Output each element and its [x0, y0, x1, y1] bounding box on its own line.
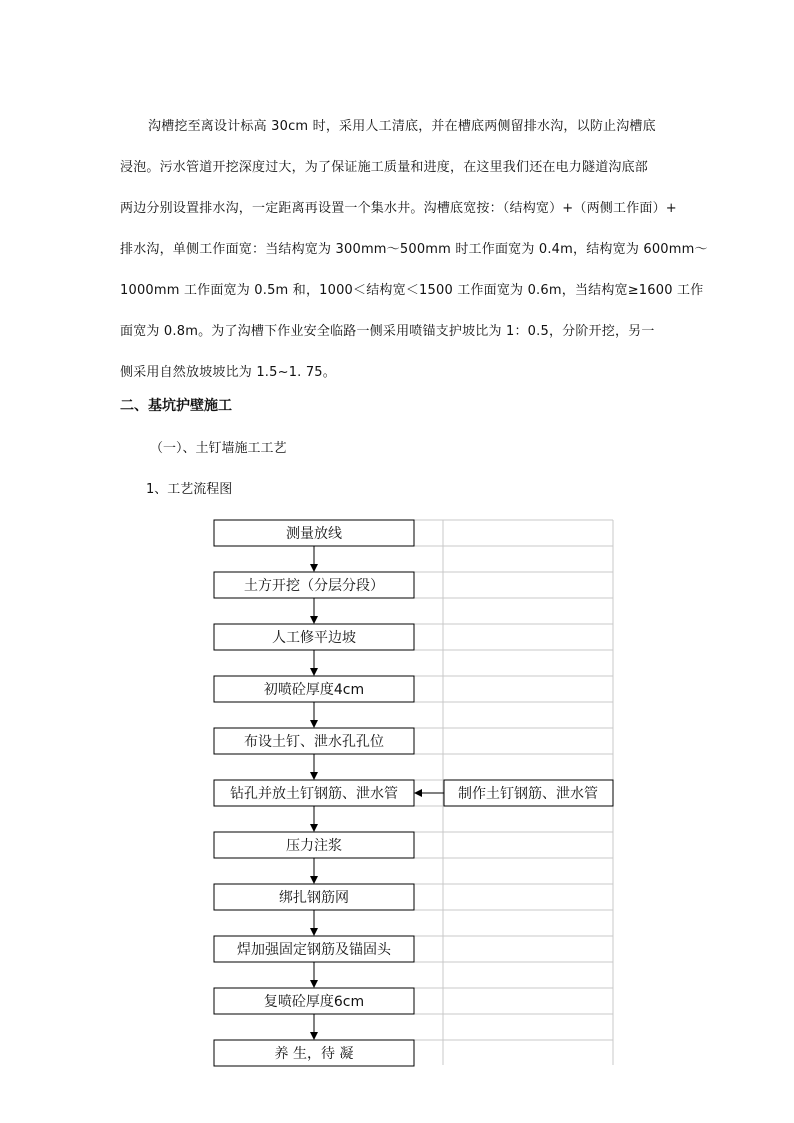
flow-step-label: 养 生，待 凝 — [274, 1046, 354, 1062]
paragraph-line: 浸泡。污水管道开挖深度过大，为了保证施工质量和进度，在这里我们还在电力隧道沟底部 — [120, 160, 649, 175]
paragraph-line: 面宽为 0.8m。为了沟槽下作业安全临路一侧采用喷锚支护坡比为 1：0.5，分阶开挖，另一 — [120, 324, 655, 339]
side-step-label: 制作土钉钢筋、泄水管 — [458, 786, 598, 802]
flow-step-label: 土方开挖（分层分段） — [244, 578, 384, 594]
paragraph-line: 1000mm 工作面宽为 0.5m 和，1000＜结构宽＜1500 工作面宽为 0.6m，当结构宽≥1600 工作 — [120, 283, 704, 298]
paragraph-line: 侧采用自然放坡坡比为 1.5~1. 75。 — [120, 365, 336, 380]
flow-step-label: 复喷砼厚度6cm — [263, 994, 365, 1010]
flow-step-label: 初喷砼厚度4cm — [263, 682, 365, 698]
section-heading: 二、基坑护壁施工 — [120, 398, 232, 414]
flow-step-label: 布设土钉、泄水孔孔位 — [244, 734, 384, 750]
flow-step-label: 测量放线 — [286, 526, 342, 542]
paragraph-line: 排水沟，单侧工作面宽：当结构宽为 300mm～500mm 时工作面宽为 0.4m，结构宽为 600mm～ — [120, 242, 708, 257]
item-heading: 1、工艺流程图 — [146, 482, 233, 497]
flow-step-label: 绑扎钢筋网 — [279, 890, 349, 906]
paragraph-line: 两边分别设置排水沟，一定距离再设置一个集水井。沟槽底宽按：（结构宽）+（两侧工作面）+ — [120, 201, 677, 216]
paragraph-line: 沟槽挖至离设计标高 30cm 时，采用人工清底，并在槽底两侧留排水沟，以防止沟槽底 — [148, 119, 656, 134]
flow-step-label: 压力注浆 — [286, 838, 342, 854]
flow-step-label: 焊加强固定钢筋及锚固头 — [237, 942, 391, 958]
flow-step-label: 钻孔并放土钉钢筋、泄水管 — [230, 786, 398, 802]
subsection-heading: （一）、土钉墙施工工艺 — [150, 441, 287, 456]
flow-step-label: 人工修平边坡 — [272, 630, 356, 646]
